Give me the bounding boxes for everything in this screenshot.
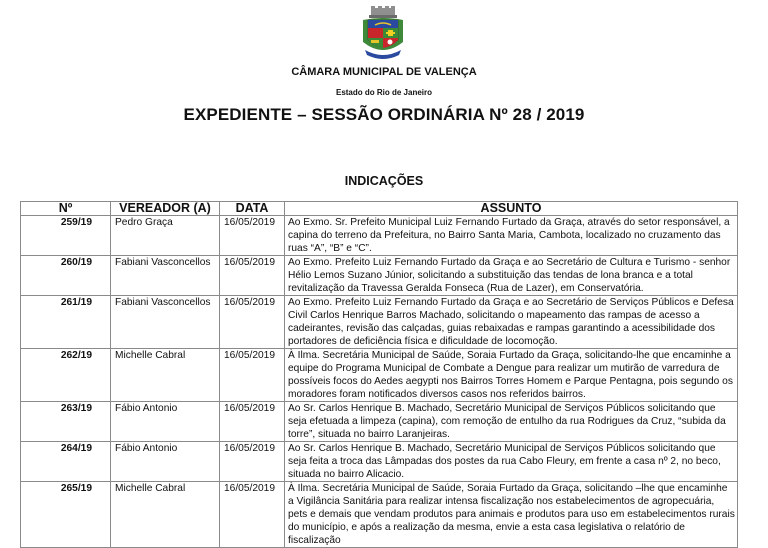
column-header-numero: Nº xyxy=(21,202,111,216)
cell-numero: 261/19 xyxy=(21,296,111,349)
cell-assunto: Ao Exmo. Prefeito Luiz Fernando Furtado da Graça e ao Secretário de Serviços Públicos e Defesa Civil Carlos Henrique Barros Machado, solicitando o mapeamento das rampas de acesso a cadeirantes, revisão das calçadas, guias rebaixadas e rampas garantindo a acessibilidade dos portadores de deficiência física e dificuldade de locomoção. xyxy=(285,296,738,349)
table-row xyxy=(21,256,738,296)
table-row xyxy=(21,402,738,442)
cell-vereador: Fábio Antonio xyxy=(111,402,220,442)
cell-vereador: Fabiani Vasconcellos xyxy=(111,296,220,349)
cell-vereador: Pedro Graça xyxy=(111,216,220,256)
cell-data: 16/05/2019 xyxy=(220,256,285,296)
cell-data: 16/05/2019 xyxy=(220,296,285,349)
table-row xyxy=(21,482,738,548)
cell-vereador: Fábio Antonio xyxy=(111,442,220,482)
column-header-vereador: VEREADOR (A) xyxy=(111,202,220,216)
organization-name: CÂMARA MUNICIPAL DE VALENÇA xyxy=(291,66,477,78)
table-row xyxy=(21,216,738,256)
document-title: EXPEDIENTE – SESSÃO ORDINÁRIA Nº 28 / 2019 xyxy=(183,105,585,124)
cell-assunto: Ao Exmo. Sr. Prefeito Municipal Luiz Fernando Furtado da Graça, através do setor responsável, a capina do terreno da Prefeitura, no Bairro Santa Maria, Cambota, localizado no cruzamento das ruas “A”, “B” e “C”. xyxy=(285,216,738,256)
cell-numero: 265/19 xyxy=(21,482,111,548)
cell-vereador: Fabiani Vasconcellos xyxy=(111,256,220,296)
table-row xyxy=(21,349,738,402)
cell-data: 16/05/2019 xyxy=(220,482,285,548)
cell-assunto: À Ilma. Secretária Municipal de Saúde, Soraia Furtado da Graça, solicitando-lhe que encaminhe a equipe do Programa Municipal de Combate a Dengue para realizar um mutirão de varredura de possíveis focos do Aedes aegypti nos Bairros Torres Homem e Parque Pentagna, pois segundo os moradores foram notificados diversos casos nos referidos bairros. xyxy=(285,349,738,402)
column-header-assunto: ASSUNTO xyxy=(285,202,738,216)
cell-assunto: Ao Exmo. Prefeito Luiz Fernando Furtado da Graça e ao Secretário de Cultura e Turismo - senhor Hélio Lemos Suzano Júnior, solicitando a substituição das tendas de lona branca e a total revitalização da Travessa Geralda Fonseca (Rua de Lazer), em Conservatória. xyxy=(285,256,738,296)
table-row xyxy=(21,442,738,482)
cell-data: 16/05/2019 xyxy=(220,442,285,482)
state-name: Estado do Rio de Janeiro xyxy=(335,88,432,97)
cell-numero: 259/19 xyxy=(21,216,111,256)
cell-numero: 260/19 xyxy=(21,256,111,296)
cell-assunto: Ao Sr. Carlos Henrique B. Machado, Secretário Municipal de Serviços Públicos solicitando que seja efetuada a limpeza (capina), com remoção de entulho da rua Rodrigues da Cruz, “subida da torre”, situada no bairro Laranjeiras. xyxy=(285,402,738,442)
cell-data: 16/05/2019 xyxy=(220,349,285,402)
cell-data: 16/05/2019 xyxy=(220,402,285,442)
column-header-data: DATA xyxy=(220,202,285,216)
cell-data: 16/05/2019 xyxy=(220,216,285,256)
cell-numero: 263/19 xyxy=(21,402,111,442)
table-row xyxy=(21,296,738,349)
cell-vereador: Michelle Cabral xyxy=(111,349,220,402)
section-heading: INDICAÇÕES xyxy=(344,174,424,188)
indicacoes-table xyxy=(20,201,738,548)
table-header-row xyxy=(21,202,738,216)
cell-assunto: Ao Sr. Carlos Henrique B. Machado, Secretário Municipal de Serviços Públicos solicitando que seja feita a troca das Lâmpadas dos postes da rua Cabo Fleury, em frente a casa nº 2, no beco, situada no bairro Alicacio. xyxy=(285,442,738,482)
cell-vereador: Michelle Cabral xyxy=(111,482,220,548)
cell-assunto: À Ilma. Secretária Municipal de Saúde, Soraia Furtado da Graça, solicitando –lhe que encaminhe a Vigilância Sanitária para realizar intensa fiscalização nos estabelecimentos de agropecuária, pets e demais que vendam produtos para animais e produtos para uso em estabelecimentos rurais do município, e após a realização da mesma, envie a esta casa legislativa o relatório de fiscalização xyxy=(285,482,738,548)
cell-numero: 262/19 xyxy=(21,349,111,402)
cell-numero: 264/19 xyxy=(21,442,111,482)
coat-of-arms-icon xyxy=(357,6,409,62)
